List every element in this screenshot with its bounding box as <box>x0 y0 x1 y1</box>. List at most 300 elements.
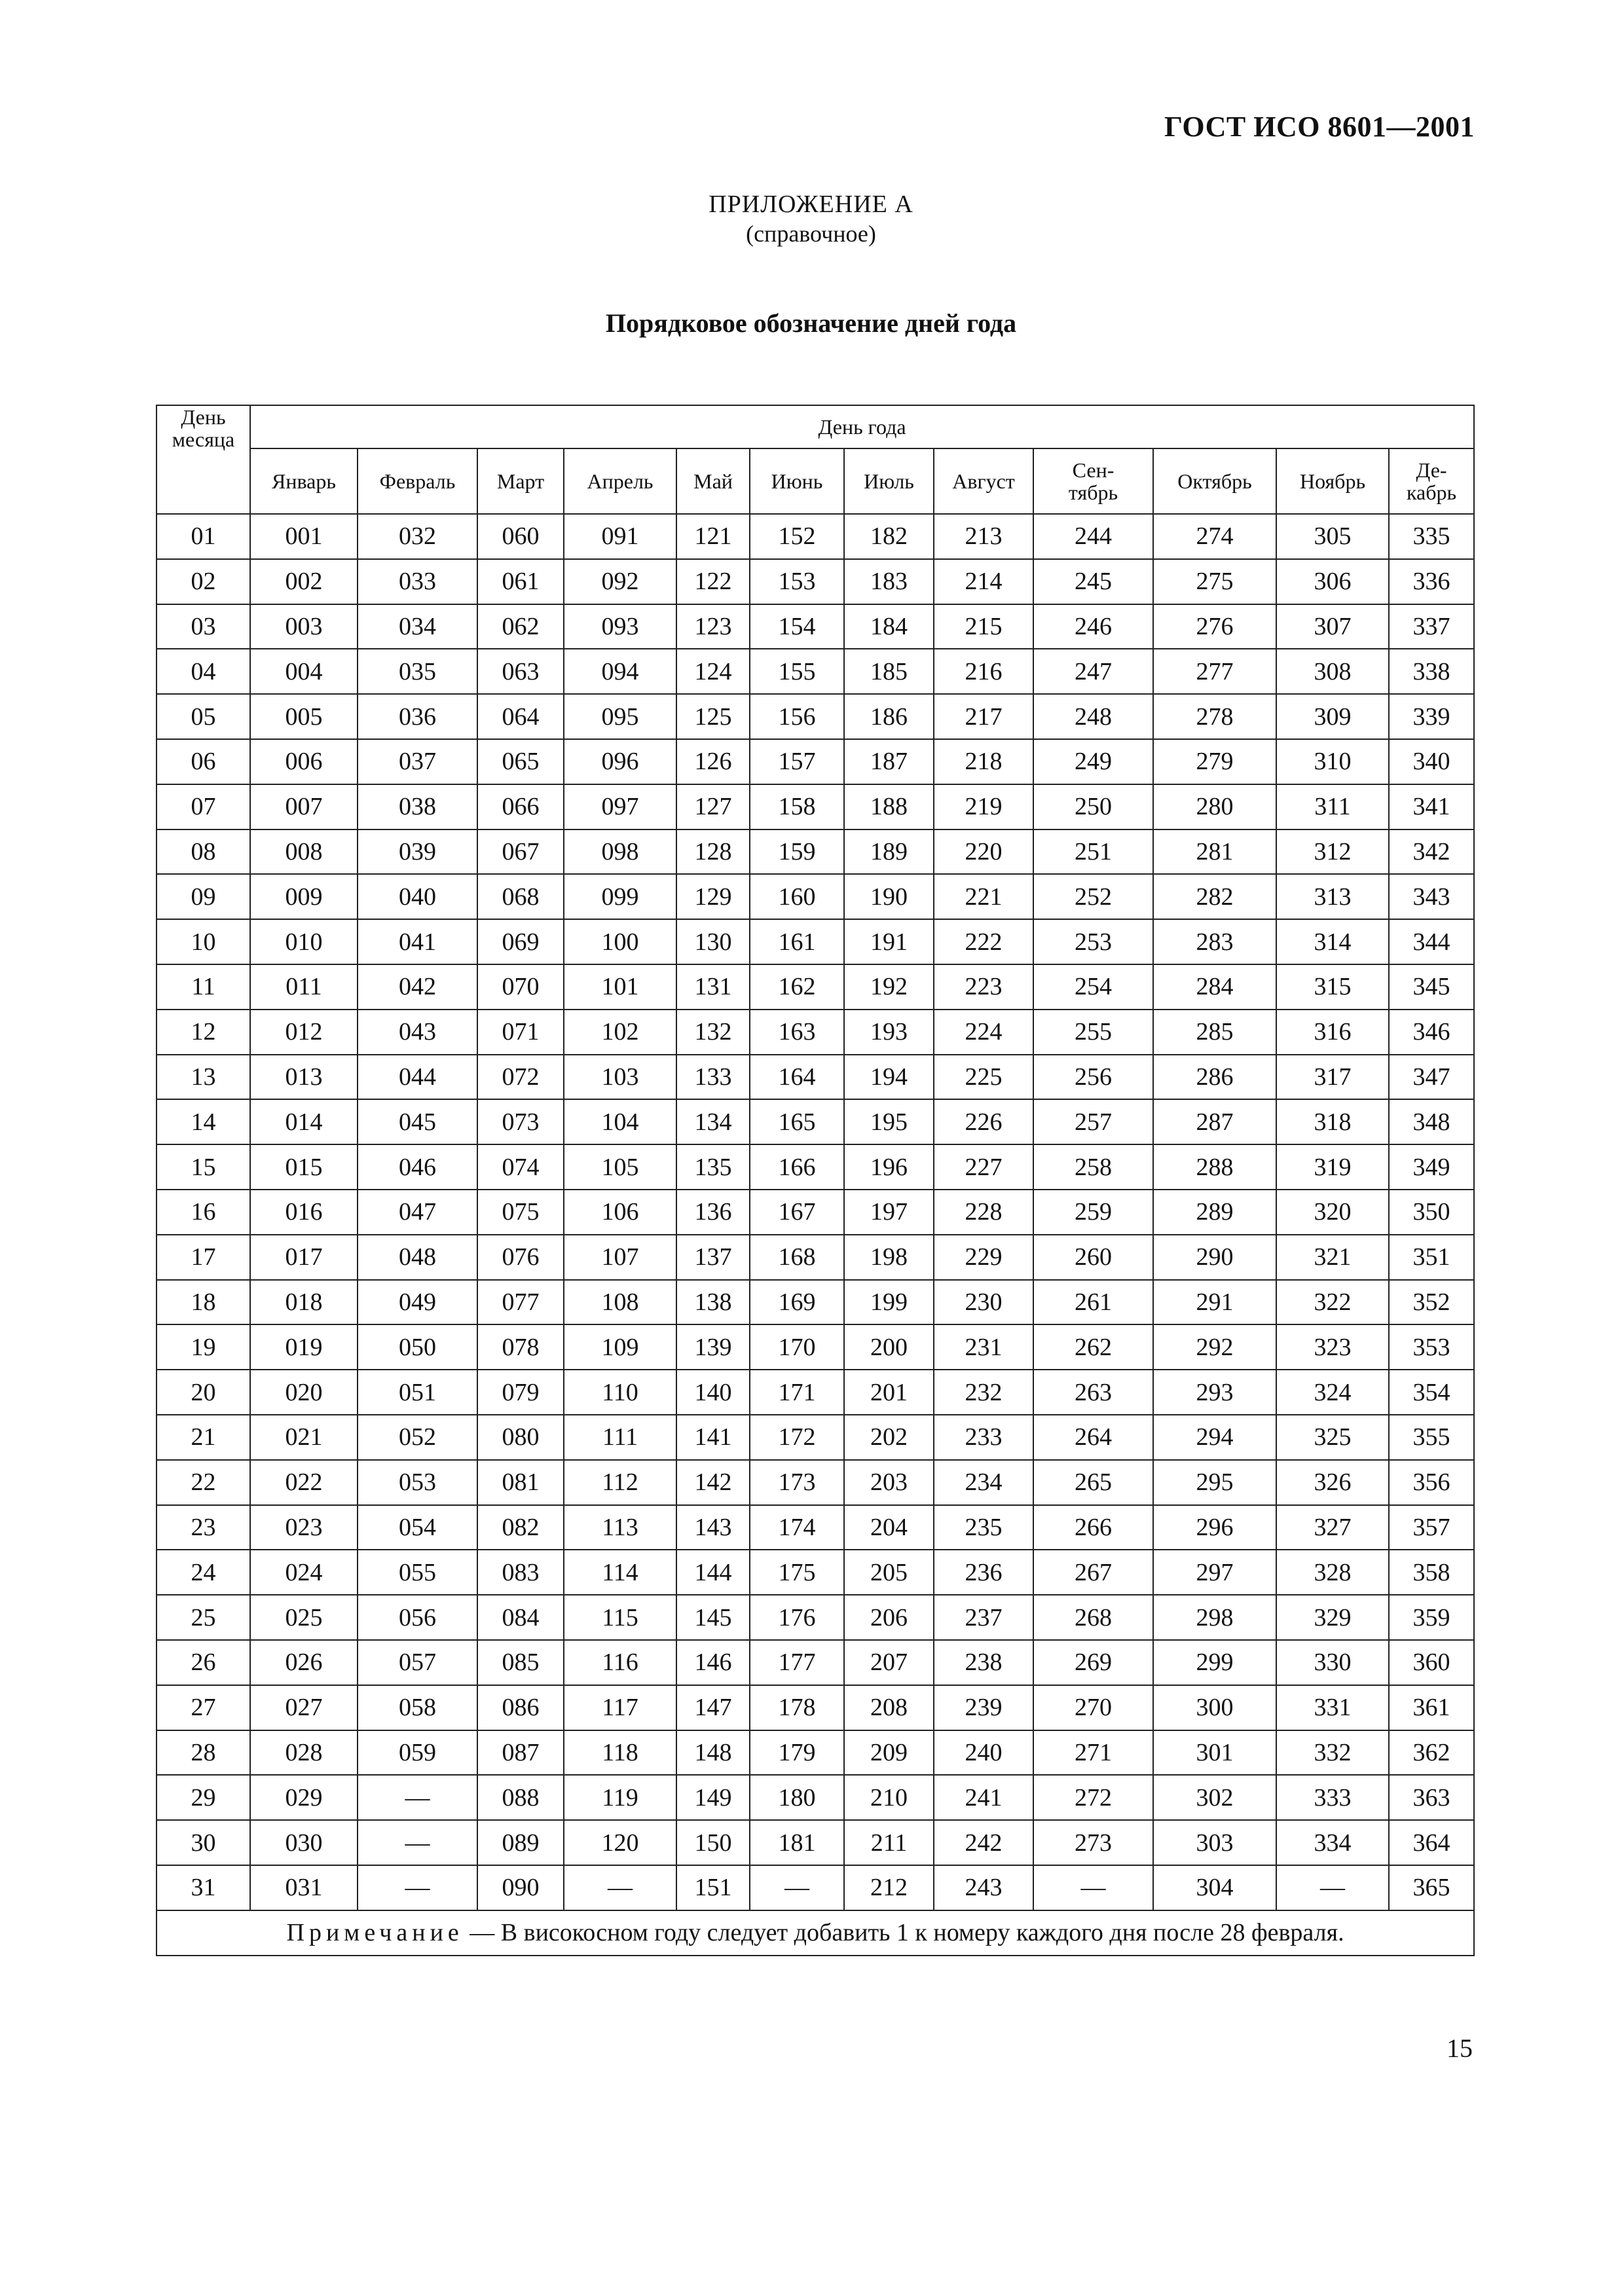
day-of-year-cell: 074 <box>477 1144 564 1190</box>
day-of-year-cell: 197 <box>844 1190 934 1235</box>
table-row <box>157 559 1474 604</box>
day-of-year-cell: 032 <box>358 514 477 559</box>
day-of-year-cell: 191 <box>844 919 934 964</box>
day-of-year-cell: 159 <box>750 829 844 875</box>
month-header: Январь <box>250 448 358 514</box>
day-of-year-cell: 113 <box>564 1505 676 1550</box>
day-of-year-cell: 151 <box>676 1865 750 1910</box>
day-of-year-cell: 068 <box>477 874 564 919</box>
day-of-year-cell: 056 <box>358 1595 477 1640</box>
day-of-year-cell: 121 <box>676 514 750 559</box>
column-header-day-of-year: День года <box>250 405 1474 448</box>
day-of-year-cell: 177 <box>750 1640 844 1685</box>
appendix-title: ПРИЛОЖЕНИЕ А <box>709 191 913 218</box>
day-of-year-cell: 031 <box>250 1865 358 1910</box>
day-of-year-cell: 134 <box>676 1099 750 1144</box>
day-of-year-cell: 297 <box>1153 1550 1276 1595</box>
day-of-year-cell: 110 <box>564 1370 676 1415</box>
day-of-year-cell: 066 <box>477 784 564 829</box>
day-of-year-cell: 067 <box>477 829 564 875</box>
day-of-year-cell: 245 <box>1033 559 1153 604</box>
day-of-year-cell: 264 <box>1033 1415 1153 1460</box>
day-of-year-cell: 221 <box>934 874 1033 919</box>
day-of-year-cell: 026 <box>250 1640 358 1685</box>
day-of-year-cell: 242 <box>934 1820 1033 1865</box>
day-of-year-cell: 251 <box>1033 829 1153 875</box>
day-of-year-cell: 142 <box>676 1460 750 1505</box>
day-of-year-cell: 030 <box>250 1820 358 1865</box>
day-of-year-cell: 052 <box>358 1415 477 1460</box>
day-of-year-cell: 057 <box>358 1640 477 1685</box>
day-of-year-cell: 104 <box>564 1099 676 1144</box>
day-of-year-cell: 084 <box>477 1595 564 1640</box>
day-of-year-cell: 161 <box>750 919 844 964</box>
day-of-year-cell: 101 <box>564 964 676 1010</box>
day-of-year-cell: 129 <box>676 874 750 919</box>
day-of-year-cell: 303 <box>1153 1820 1276 1865</box>
day-of-year-cell: 351 <box>1389 1235 1474 1280</box>
day-of-year-cell: 102 <box>564 1010 676 1055</box>
day-of-year-cell: 004 <box>250 649 358 694</box>
day-of-year-cell: 337 <box>1389 604 1474 649</box>
day-of-year-cell: 356 <box>1389 1460 1474 1505</box>
day-of-year-cell: 347 <box>1389 1055 1474 1100</box>
day-of-year-cell: 166 <box>750 1144 844 1190</box>
day-of-month-cell: 31 <box>157 1865 250 1910</box>
day-of-year-cell: 249 <box>1033 739 1153 784</box>
day-of-year-cell: 071 <box>477 1010 564 1055</box>
day-of-year-cell: 355 <box>1389 1415 1474 1460</box>
day-of-year-cell: — <box>358 1820 477 1865</box>
day-of-year-cell: 218 <box>934 739 1033 784</box>
day-of-year-cell: 077 <box>477 1280 564 1325</box>
day-of-year-cell: 123 <box>676 604 750 649</box>
day-of-year-cell: 231 <box>934 1324 1033 1370</box>
day-of-year-cell: — <box>1033 1865 1153 1910</box>
day-of-month-cell: 12 <box>157 1010 250 1055</box>
day-of-year-cell: 250 <box>1033 784 1153 829</box>
day-of-year-cell: 049 <box>358 1280 477 1325</box>
day-of-year-cell: 188 <box>844 784 934 829</box>
day-of-year-cell: 061 <box>477 559 564 604</box>
table-row <box>157 604 1474 649</box>
table-row <box>157 1820 1474 1865</box>
day-of-year-cell: 192 <box>844 964 934 1010</box>
day-of-year-cell: 149 <box>676 1775 750 1820</box>
day-of-year-cell: 261 <box>1033 1280 1153 1325</box>
day-of-year-cell: 212 <box>844 1865 934 1910</box>
day-of-year-cell: 194 <box>844 1055 934 1100</box>
day-of-year-cell: 238 <box>934 1640 1033 1685</box>
day-of-year-cell: 260 <box>1033 1235 1153 1280</box>
day-of-year-cell: 219 <box>934 784 1033 829</box>
day-of-year-cell: 292 <box>1153 1324 1276 1370</box>
day-of-year-cell: 316 <box>1276 1010 1389 1055</box>
day-of-year-cell: 308 <box>1276 649 1389 694</box>
day-of-month-cell: 06 <box>157 739 250 784</box>
day-of-year-cell: 240 <box>934 1730 1033 1776</box>
day-of-year-cell: 199 <box>844 1280 934 1325</box>
day-of-year-cell: 275 <box>1153 559 1276 604</box>
day-of-year-cell: 050 <box>358 1324 477 1370</box>
day-of-year-cell: 290 <box>1153 1235 1276 1280</box>
day-of-year-cell: 162 <box>750 964 844 1010</box>
day-of-year-cell: 299 <box>1153 1640 1276 1685</box>
day-of-year-cell: 283 <box>1153 919 1276 964</box>
day-of-year-cell: 174 <box>750 1505 844 1550</box>
day-of-year-cell: 357 <box>1389 1505 1474 1550</box>
day-of-year-cell: 343 <box>1389 874 1474 919</box>
day-of-year-cell: 237 <box>934 1595 1033 1640</box>
day-of-year-cell: 322 <box>1276 1280 1389 1325</box>
day-of-month-cell: 13 <box>157 1055 250 1100</box>
day-of-year-cell: 360 <box>1389 1640 1474 1685</box>
day-of-year-cell: 130 <box>676 919 750 964</box>
table-row <box>157 1640 1474 1685</box>
day-of-year-cell: 079 <box>477 1370 564 1415</box>
day-of-year-cell: 070 <box>477 964 564 1010</box>
table-row <box>157 1730 1474 1776</box>
day-of-year-cell: 138 <box>676 1280 750 1325</box>
note-row <box>157 1910 1474 1956</box>
table-row <box>157 1595 1474 1640</box>
day-of-year-cell: 060 <box>477 514 564 559</box>
day-of-year-cell: 144 <box>676 1550 750 1595</box>
day-of-year-cell: 241 <box>934 1775 1033 1820</box>
day-of-year-cell: 342 <box>1389 829 1474 875</box>
table-row <box>157 1865 1474 1910</box>
day-of-year-cell: 170 <box>750 1324 844 1370</box>
column-header-day-of-month: День месяца <box>157 405 250 514</box>
day-of-year-cell: 163 <box>750 1010 844 1055</box>
day-of-year-cell: 363 <box>1389 1775 1474 1820</box>
day-of-year-cell: 011 <box>250 964 358 1010</box>
day-of-year-cell: 317 <box>1276 1055 1389 1100</box>
day-of-year-cell: — <box>358 1775 477 1820</box>
day-of-year-cell: 318 <box>1276 1099 1389 1144</box>
day-of-year-cell: 327 <box>1276 1505 1389 1550</box>
day-of-year-cell: 182 <box>844 514 934 559</box>
day-of-year-cell: 239 <box>934 1685 1033 1730</box>
day-of-year-cell: 171 <box>750 1370 844 1415</box>
day-of-year-cell: 095 <box>564 694 676 739</box>
day-of-year-cell: 169 <box>750 1280 844 1325</box>
day-of-year-cell: 323 <box>1276 1324 1389 1370</box>
day-of-year-cell: 330 <box>1276 1640 1389 1685</box>
day-of-year-cell: 051 <box>358 1370 477 1415</box>
month-header: Март <box>477 448 564 514</box>
day-of-year-cell: 041 <box>358 919 477 964</box>
day-of-year-cell: 080 <box>477 1415 564 1460</box>
month-header-row <box>157 448 1474 514</box>
document-code: ГОСТ ИСО 8601—2001 <box>1164 111 1475 143</box>
day-of-year-cell: 146 <box>676 1640 750 1685</box>
day-of-year-cell: 143 <box>676 1505 750 1550</box>
day-of-year-cell: 185 <box>844 649 934 694</box>
day-of-year-cell: 180 <box>750 1775 844 1820</box>
day-of-year-cell: 291 <box>1153 1280 1276 1325</box>
day-of-year-cell: 334 <box>1276 1820 1389 1865</box>
day-of-year-cell: 332 <box>1276 1730 1389 1776</box>
day-of-year-cell: — <box>564 1865 676 1910</box>
day-of-year-cell: 338 <box>1389 649 1474 694</box>
day-of-year-cell: 287 <box>1153 1099 1276 1144</box>
table-row <box>157 1550 1474 1595</box>
day-of-year-cell: 234 <box>934 1460 1033 1505</box>
day-of-year-cell: 115 <box>564 1595 676 1640</box>
day-of-year-cell: 349 <box>1389 1144 1474 1190</box>
day-of-year-cell: 012 <box>250 1010 358 1055</box>
day-of-year-cell: 236 <box>934 1550 1033 1595</box>
day-of-year-cell: 223 <box>934 964 1033 1010</box>
day-of-year-cell: 036 <box>358 694 477 739</box>
day-of-month-cell: 14 <box>157 1099 250 1144</box>
day-of-year-cell: 043 <box>358 1010 477 1055</box>
day-of-year-cell: 075 <box>477 1190 564 1235</box>
day-of-year-cell: 227 <box>934 1144 1033 1190</box>
day-of-year-cell: 053 <box>358 1460 477 1505</box>
day-of-year-cell: 230 <box>934 1280 1033 1325</box>
day-of-year-cell: 358 <box>1389 1550 1474 1595</box>
day-of-year-cell: 003 <box>250 604 358 649</box>
appendix-type: (справочное) <box>746 221 876 247</box>
day-of-year-cell: 300 <box>1153 1685 1276 1730</box>
day-of-year-cell: 047 <box>358 1190 477 1235</box>
day-of-year-cell: 156 <box>750 694 844 739</box>
day-of-month-cell: 26 <box>157 1640 250 1685</box>
day-of-year-cell: 117 <box>564 1685 676 1730</box>
day-of-month-cell: 17 <box>157 1235 250 1280</box>
day-of-year-cell: 065 <box>477 739 564 784</box>
day-of-year-cell: 082 <box>477 1505 564 1550</box>
day-of-year-cell: 273 <box>1033 1820 1153 1865</box>
day-of-year-cell: 312 <box>1276 829 1389 875</box>
day-of-month-cell: 11 <box>157 964 250 1010</box>
day-of-year-cell: 361 <box>1389 1685 1474 1730</box>
day-of-year-cell: 326 <box>1276 1460 1389 1505</box>
day-of-month-cell: 03 <box>157 604 250 649</box>
day-of-year-cell: 309 <box>1276 694 1389 739</box>
day-of-year-cell: 005 <box>250 694 358 739</box>
day-of-year-cell: 265 <box>1033 1460 1153 1505</box>
day-of-month-cell: 18 <box>157 1280 250 1325</box>
day-of-year-cell: 035 <box>358 649 477 694</box>
day-of-year-cell: 131 <box>676 964 750 1010</box>
day-of-year-cell: 173 <box>750 1460 844 1505</box>
day-of-year-cell: 324 <box>1276 1370 1389 1415</box>
day-of-year-cell: 310 <box>1276 739 1389 784</box>
day-of-year-cell: 008 <box>250 829 358 875</box>
day-of-year-cell: 006 <box>250 739 358 784</box>
day-of-year-cell: — <box>750 1865 844 1910</box>
day-of-year-cell: 124 <box>676 649 750 694</box>
day-of-year-cell: 189 <box>844 829 934 875</box>
day-of-year-cell: 037 <box>358 739 477 784</box>
table-row <box>157 1055 1474 1100</box>
month-header: Апрель <box>564 448 676 514</box>
table-row <box>157 739 1474 784</box>
day-of-year-cell: 364 <box>1389 1820 1474 1865</box>
day-of-year-cell: 256 <box>1033 1055 1153 1100</box>
day-of-year-cell: 286 <box>1153 1055 1276 1100</box>
day-of-month-cell: 23 <box>157 1505 250 1550</box>
day-of-year-cell: 048 <box>358 1235 477 1280</box>
day-of-year-cell: 132 <box>676 1010 750 1055</box>
day-of-year-cell: 086 <box>477 1685 564 1730</box>
day-of-month-cell: 20 <box>157 1370 250 1415</box>
day-of-year-cell: 296 <box>1153 1505 1276 1550</box>
day-of-year-cell: 094 <box>564 649 676 694</box>
day-of-year-cell: 211 <box>844 1820 934 1865</box>
day-of-year-cell: 252 <box>1033 874 1153 919</box>
day-of-month-cell: 25 <box>157 1595 250 1640</box>
day-of-month-cell: 24 <box>157 1550 250 1595</box>
day-of-year-cell: 014 <box>250 1099 358 1144</box>
table-row <box>157 829 1474 875</box>
day-of-year-cell: 186 <box>844 694 934 739</box>
table-row <box>157 1324 1474 1370</box>
day-of-year-cell: 127 <box>676 784 750 829</box>
day-of-year-cell: 133 <box>676 1055 750 1100</box>
day-of-year-cell: 062 <box>477 604 564 649</box>
day-of-year-cell: 108 <box>564 1280 676 1325</box>
day-of-year-cell: 122 <box>676 559 750 604</box>
day-of-year-cell: 319 <box>1276 1144 1389 1190</box>
day-of-year-cell: 198 <box>844 1235 934 1280</box>
day-of-month-cell: 29 <box>157 1775 250 1820</box>
day-of-year-cell: 220 <box>934 829 1033 875</box>
day-of-year-cell: 235 <box>934 1505 1033 1550</box>
day-of-month-cell: 05 <box>157 694 250 739</box>
day-of-year-cell: 157 <box>750 739 844 784</box>
day-of-year-cell: 098 <box>564 829 676 875</box>
table-row <box>157 1775 1474 1820</box>
day-of-year-cell: 167 <box>750 1190 844 1235</box>
table-row <box>157 1144 1474 1190</box>
note-text: — В високосном году следует добавить 1 к номеру каждого дня после 28 февраля. <box>463 1919 1344 1947</box>
day-of-month-cell: 19 <box>157 1324 250 1370</box>
day-of-month-cell: 27 <box>157 1685 250 1730</box>
day-of-year-cell: 262 <box>1033 1324 1153 1370</box>
day-of-year-cell: 017 <box>250 1235 358 1280</box>
day-of-year-cell: 203 <box>844 1460 934 1505</box>
day-of-year-cell: 345 <box>1389 964 1474 1010</box>
table-row <box>157 1010 1474 1055</box>
day-of-year-cell: 083 <box>477 1550 564 1595</box>
day-of-year-cell: 126 <box>676 739 750 784</box>
day-of-year-cell: 033 <box>358 559 477 604</box>
day-of-year-cell: 354 <box>1389 1370 1474 1415</box>
day-of-month-cell: 01 <box>157 514 250 559</box>
day-of-year-cell: 119 <box>564 1775 676 1820</box>
day-of-year-cell: 289 <box>1153 1190 1276 1235</box>
day-of-year-cell: 178 <box>750 1685 844 1730</box>
day-of-year-cell: 096 <box>564 739 676 784</box>
day-of-year-cell: 285 <box>1153 1010 1276 1055</box>
table-row <box>157 1190 1474 1235</box>
table-row <box>157 1370 1474 1415</box>
table-row <box>157 964 1474 1010</box>
day-of-year-cell: 207 <box>844 1640 934 1685</box>
day-of-year-cell: 103 <box>564 1055 676 1100</box>
day-of-year-cell: 306 <box>1276 559 1389 604</box>
day-of-year-cell: 228 <box>934 1190 1033 1235</box>
day-of-year-cell: 019 <box>250 1324 358 1370</box>
table-row <box>157 649 1474 694</box>
day-of-year-cell: 025 <box>250 1595 358 1640</box>
day-of-year-cell: 107 <box>564 1235 676 1280</box>
day-of-year-cell: 116 <box>564 1640 676 1685</box>
day-of-year-cell: 294 <box>1153 1415 1276 1460</box>
day-of-year-table <box>156 405 1475 1956</box>
day-of-month-cell: 21 <box>157 1415 250 1460</box>
day-of-year-cell: 137 <box>676 1235 750 1280</box>
day-of-month-cell: 16 <box>157 1190 250 1235</box>
day-of-year-cell: 042 <box>358 964 477 1010</box>
day-of-year-cell: 024 <box>250 1550 358 1595</box>
month-header: Июнь <box>750 448 844 514</box>
day-of-month-cell: 04 <box>157 649 250 694</box>
day-of-year-cell: — <box>358 1865 477 1910</box>
day-of-year-cell: 266 <box>1033 1505 1153 1550</box>
day-of-year-cell: 001 <box>250 514 358 559</box>
day-of-year-cell: 222 <box>934 919 1033 964</box>
day-of-year-cell: 029 <box>250 1775 358 1820</box>
day-of-year-cell: 352 <box>1389 1280 1474 1325</box>
day-of-year-cell: 139 <box>676 1324 750 1370</box>
day-of-year-cell: 038 <box>358 784 477 829</box>
day-of-year-cell: 206 <box>844 1595 934 1640</box>
day-of-year-cell: 204 <box>844 1505 934 1550</box>
day-of-year-cell: 246 <box>1033 604 1153 649</box>
day-of-year-cell: 311 <box>1276 784 1389 829</box>
day-of-year-cell: 020 <box>250 1370 358 1415</box>
day-of-year-cell: 305 <box>1276 514 1389 559</box>
day-of-month-cell: 07 <box>157 784 250 829</box>
day-of-year-cell: 205 <box>844 1550 934 1595</box>
day-of-month-cell: 22 <box>157 1460 250 1505</box>
day-of-year-cell: 118 <box>564 1730 676 1776</box>
day-of-year-cell: 362 <box>1389 1730 1474 1776</box>
note-label: Примечание <box>286 1919 464 1947</box>
day-of-year-cell: 135 <box>676 1144 750 1190</box>
day-of-year-cell: 226 <box>934 1099 1033 1144</box>
day-of-year-cell: 255 <box>1033 1010 1153 1055</box>
day-of-year-cell: 258 <box>1033 1144 1153 1190</box>
table-header-row <box>157 405 1474 448</box>
day-of-year-cell: 090 <box>477 1865 564 1910</box>
table-row <box>157 874 1474 919</box>
day-of-year-cell: 210 <box>844 1775 934 1820</box>
day-of-year-cell: 055 <box>358 1550 477 1595</box>
day-of-year-cell: 304 <box>1153 1865 1276 1910</box>
day-of-year-cell: 058 <box>358 1685 477 1730</box>
table-row <box>157 1280 1474 1325</box>
month-header: Де- кабрь <box>1389 448 1474 514</box>
day-of-year-cell: 269 <box>1033 1640 1153 1685</box>
day-of-year-cell: 010 <box>250 919 358 964</box>
month-header: Октябрь <box>1153 448 1276 514</box>
day-of-year-cell: 128 <box>676 829 750 875</box>
day-of-year-cell: 023 <box>250 1505 358 1550</box>
month-header: Июль <box>844 448 934 514</box>
page-number: 15 <box>1447 2033 1473 2063</box>
day-of-year-cell: 044 <box>358 1055 477 1100</box>
day-of-year-cell: 078 <box>477 1324 564 1370</box>
day-of-year-cell: 141 <box>676 1415 750 1460</box>
day-of-month-cell: 10 <box>157 919 250 964</box>
day-of-year-cell: 027 <box>250 1685 358 1730</box>
